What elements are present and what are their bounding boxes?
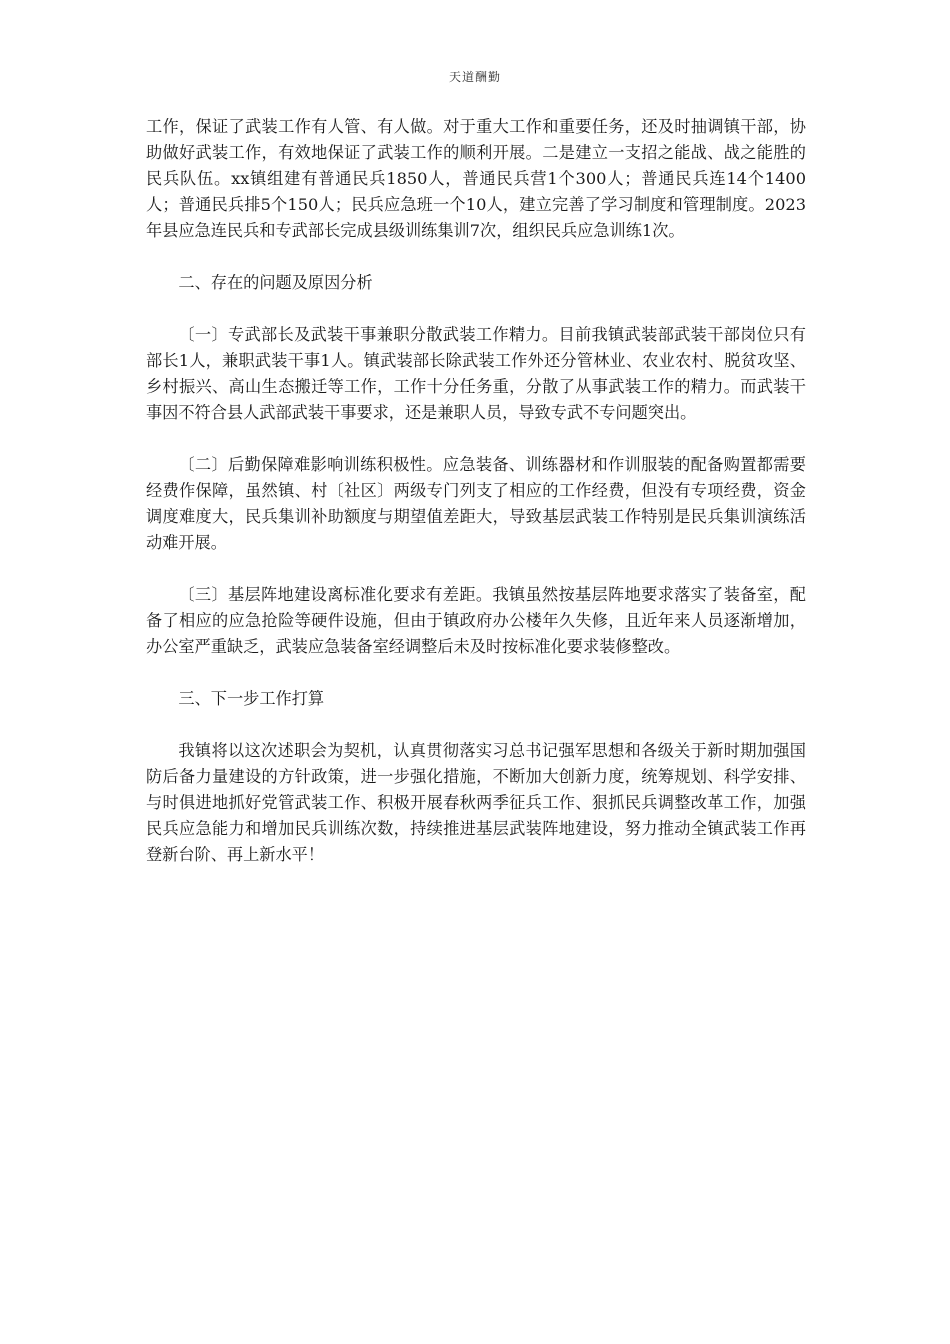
paragraph-next-steps: 我镇将以这次述职会为契机，认真贯彻落实习总书记强军思想和各级关于新时期加强国防后备力量建设的方针政策，进一步强化措施，不断加大创新力度，统筹规划、科学安排、与时俱进地抓好党管武装工作、积极开展春秋两季征兵工作、狠抓民兵调整改革工作，加强民兵应急能力和增加民兵训练次数，持续推进基层武装阵地建设，努力推动全镇武装工作再登新台阶、再上新水平！ [146, 741, 806, 864]
section-heading-next-steps: 三、下一步工作打算 [178, 689, 325, 708]
paragraph-continuation: 工作，保证了武装工作有人管、有人做。对于重大工作和重要任务，还及时抽调镇干部，协助做好武装工作，有效地保证了武装工作的顺利开展。二是建立一支招之能战、战之能胜的民兵队伍。xx镇组建有普通民兵1850人，普通民兵营1个300人；普通民兵连14个1400人；普通民兵排5个150人；民兵应急班一个10人，建立完善了学习制度和管理制度。2023年县应急连民兵和专武部长完成县级训练集训7次，组织民兵应急训练1次。 [146, 117, 806, 240]
paragraph-problem-2: 〔二〕后勤保障难影响训练积极性。应急装备、训练器材和作训服装的配备购置都需要经费作保障，虽然镇、村〔社区〕两级专门列支了相应的工作经费，但没有专项经费，资金调度难度大，民兵集训补助额度与期望值差距大，导致基层武装工作特别是民兵集训演练活动难开展。 [146, 455, 806, 552]
page-header: 天道酬勤 [448, 70, 501, 84]
paragraph-problem-3: 〔三〕基层阵地建设离标准化要求有差距。我镇虽然按基层阵地要求落实了装备室，配备了相应的应急抢险等硬件设施，但由于镇政府办公楼年久失修，且近年来人员逐渐增加，办公室严重缺乏，武装应急装备室经调整后未及时按标准化要求装修整改。 [146, 585, 806, 656]
document-body [146, 114, 806, 894]
section-heading-problems: 二、存在的问题及原因分析 [178, 273, 373, 292]
paragraph-problem-1: 〔一〕专武部长及武装干事兼职分散武装工作精力。目前我镇武装部武装干部岗位只有部长1人，兼职武装干事1人。镇武装部长除武装工作外还分管林业、农业农村、脱贫攻坚、乡村振兴、高山生态搬迁等工作，工作十分任务重，分散了从事武装工作的精力。而武装干事因不符合县人武部武装干事要求，还是兼职人员，导致专武不专问题突出。 [146, 325, 806, 422]
